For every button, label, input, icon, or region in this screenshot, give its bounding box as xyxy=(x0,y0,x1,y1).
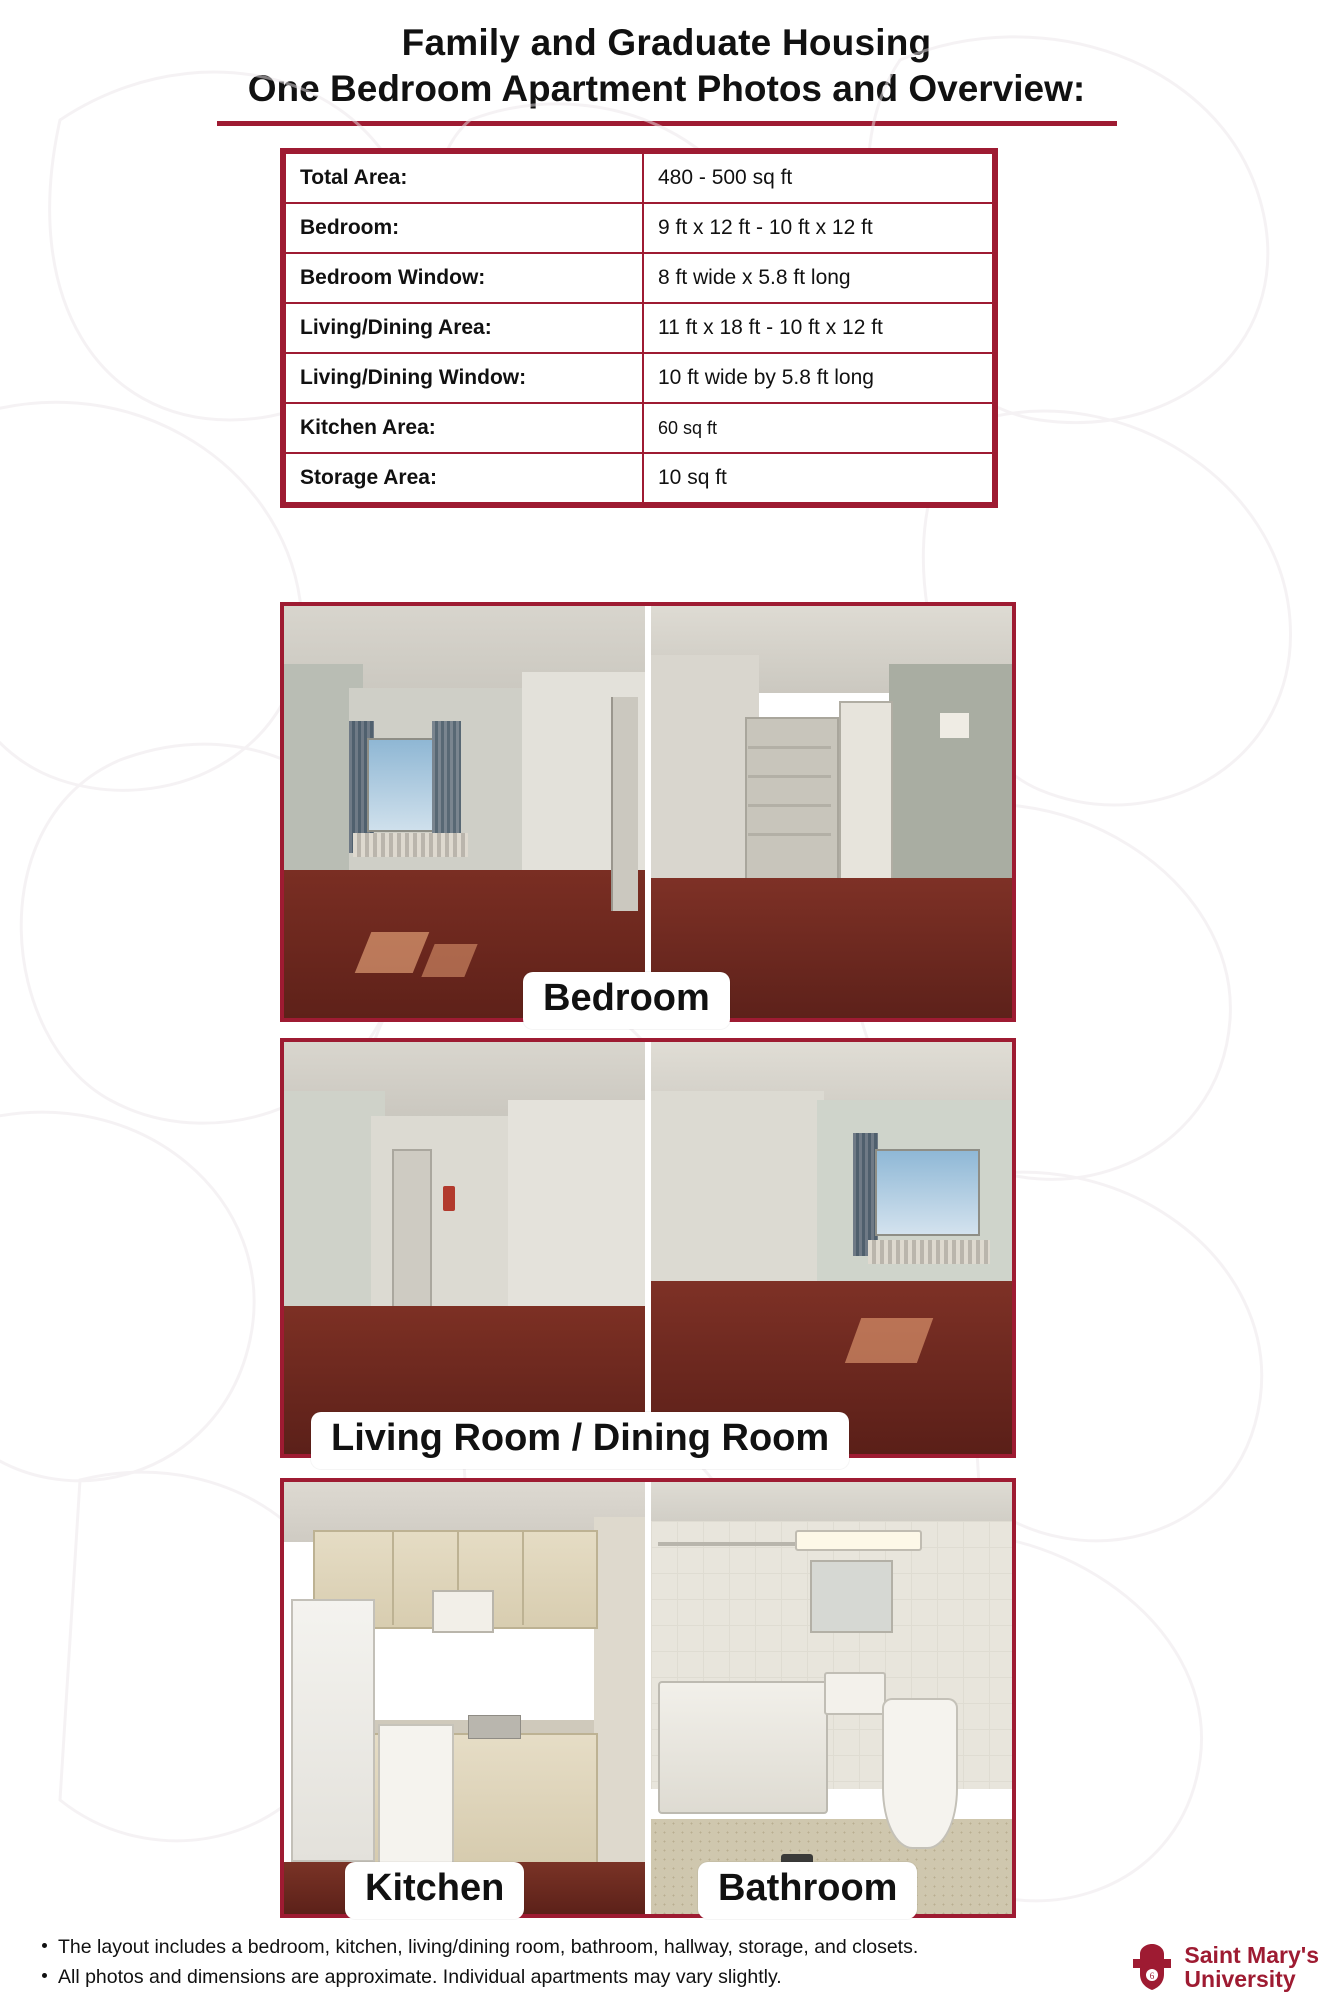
bedroom-photo-left xyxy=(284,606,645,1018)
spec-label: Storage Area: xyxy=(285,453,643,503)
title-underline xyxy=(217,121,1117,126)
logo-text-line-1: Saint Mary's xyxy=(1184,1941,1319,1968)
spec-value: 10 ft wide by 5.8 ft long xyxy=(643,353,993,403)
bedroom-photo-group xyxy=(280,602,1016,1022)
spec-label: Bedroom Window: xyxy=(285,253,643,303)
table-row xyxy=(285,253,993,303)
footer xyxy=(0,1922,1333,2000)
bedroom-caption: Bedroom xyxy=(523,972,730,1029)
poster-title-block xyxy=(0,0,1333,126)
bedroom-photo-right xyxy=(651,606,1012,1018)
list-item: The layout includes a bedroom, kitchen, living/dining room, bathroom, hallway, storage, and closets. xyxy=(42,1932,1333,1962)
spec-label: Kitchen Area: xyxy=(285,403,643,453)
logo-text xyxy=(1184,1943,1319,1991)
list-item: All photos and dimensions are approximate. Individual apartments may vary slightly. xyxy=(42,1962,1333,1992)
specs-table-container xyxy=(280,148,998,508)
spec-value: 8 ft wide x 5.8 ft long xyxy=(643,253,993,303)
living-room-photo-left xyxy=(284,1042,645,1454)
spec-label: Living/Dining Window: xyxy=(285,353,643,403)
logo-text-line-2: University xyxy=(1184,1966,1296,1992)
spec-label: Living/Dining Area: xyxy=(285,303,643,353)
spec-value: 480 - 500 sq ft xyxy=(643,153,993,203)
spec-value: 11 ft x 18 ft - 10 ft x 12 ft xyxy=(643,303,993,353)
table-row xyxy=(285,303,993,353)
crest-icon xyxy=(1130,1942,1174,1992)
bathroom-caption: Bathroom xyxy=(698,1862,917,1919)
bathroom-photo xyxy=(651,1482,1012,1914)
table-row xyxy=(285,453,993,503)
spec-value: 60 sq ft xyxy=(643,403,993,453)
spec-label: Bedroom: xyxy=(285,203,643,253)
table-row xyxy=(285,403,993,453)
page-title-line-2: One Bedroom Apartment Photos and Overview: xyxy=(247,68,1086,110)
spec-value: 10 sq ft xyxy=(643,453,993,503)
svg-text:6: 6 xyxy=(1150,1971,1155,1981)
specs-table xyxy=(284,152,994,504)
spec-value: 9 ft x 12 ft - 10 ft x 12 ft xyxy=(643,203,993,253)
table-row xyxy=(285,353,993,403)
page-title-line-1: Family and Graduate Housing xyxy=(401,22,932,63)
living-room-caption: Living Room / Dining Room xyxy=(311,1412,849,1469)
living-room-photo-group xyxy=(280,1038,1016,1458)
kitchen-caption: Kitchen xyxy=(345,1862,524,1919)
table-row xyxy=(285,203,993,253)
kitchen-photo xyxy=(284,1482,645,1914)
table-row xyxy=(285,153,993,203)
kitchen-bathroom-photo-group xyxy=(280,1478,1016,1918)
living-room-photo-right xyxy=(651,1042,1012,1454)
university-logo xyxy=(1130,1942,1319,1992)
spec-label: Total Area: xyxy=(285,153,643,203)
